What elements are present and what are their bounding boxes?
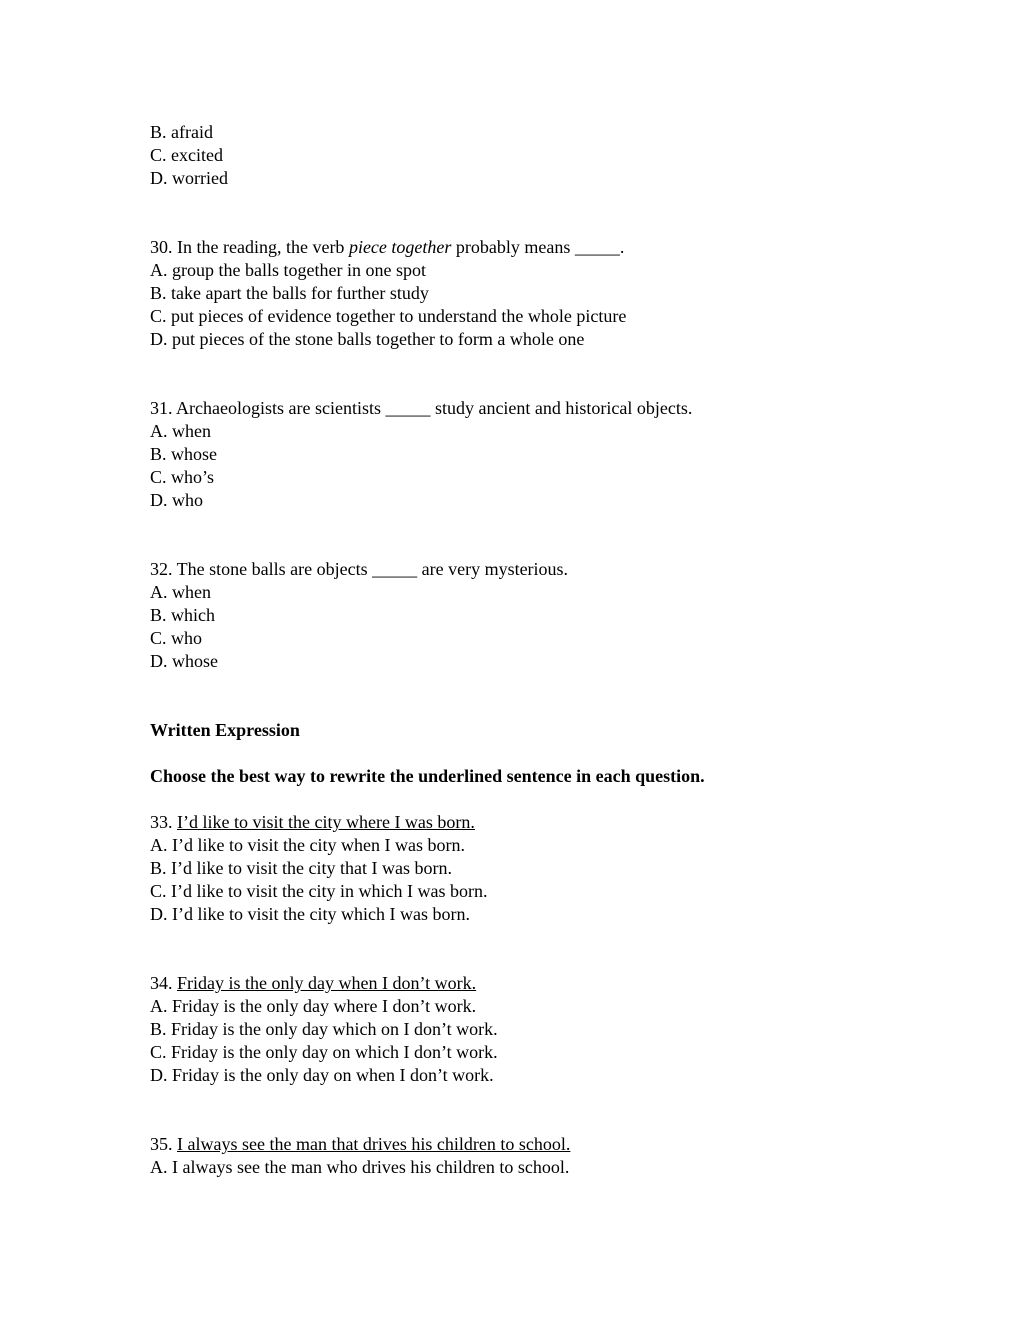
option-d: D. put pieces of the stone balls together to form a whole one <box>150 329 585 349</box>
option-d: D. worried <box>150 168 228 188</box>
question-number: 30. <box>150 237 173 257</box>
worksheet-page <box>150 121 910 1179</box>
question-32 <box>150 558 910 673</box>
question-34 <box>150 972 910 1087</box>
stem-italic-term: piece together <box>348 237 452 257</box>
option-b: B. which <box>150 605 215 625</box>
option-c: C. Friday is the only day on which I don’t work. <box>150 1042 498 1062</box>
option-a: A. I always see the man who drives his children to school. <box>150 1157 570 1177</box>
question-number: 34. <box>150 973 173 993</box>
question-33 <box>150 811 910 926</box>
option-d: D. whose <box>150 651 218 671</box>
underlined-sentence: I always see the man that drives his children to school. <box>177 1134 571 1154</box>
option-d: D. I’d like to visit the city which I was born. <box>150 904 470 924</box>
section-instruction: Choose the best way to rewrite the underlined sentence in each question. <box>150 766 705 786</box>
option-d: D. who <box>150 490 203 510</box>
question-number: 35. <box>150 1134 173 1154</box>
question-number: 33. <box>150 812 173 832</box>
stem-prefix: In the reading, the verb <box>177 237 345 257</box>
question-stem <box>150 1133 910 1156</box>
question-stem: 32. The stone balls are objects _____ are very mysterious. <box>150 559 569 579</box>
option-c: C. excited <box>150 145 223 165</box>
question-30 <box>150 236 910 351</box>
section-title: Written Expression <box>150 720 300 740</box>
option-a: A. when <box>150 582 211 602</box>
option-b: B. I’d like to visit the city that I was born. <box>150 858 452 878</box>
option-c: C. I’d like to visit the city in which I was born. <box>150 881 488 901</box>
question-29-options <box>150 121 910 190</box>
option-a: A. group the balls together in one spot <box>150 260 426 280</box>
question-stem: 31. Archaeologists are scientists _____ study ancient and historical objects. <box>150 398 693 418</box>
question-31 <box>150 397 910 512</box>
question-stem <box>150 811 910 834</box>
question-stem <box>150 972 910 995</box>
question-35 <box>150 1133 910 1179</box>
underlined-sentence: I’d like to visit the city where I was born. <box>177 812 475 832</box>
option-c: C. who’s <box>150 467 215 487</box>
option-b: B. whose <box>150 444 217 464</box>
option-d: D. Friday is the only day on when I don’t work. <box>150 1065 494 1085</box>
option-a: A. I’d like to visit the city when I was born. <box>150 835 465 855</box>
option-c: C. put pieces of evidence together to understand the whole picture <box>150 306 627 326</box>
underlined-sentence: Friday is the only day when I don’t work. <box>177 973 477 993</box>
option-c: C. who <box>150 628 203 648</box>
option-b: B. take apart the balls for further study <box>150 283 429 303</box>
option-a: A. when <box>150 421 211 441</box>
option-b: B. afraid <box>150 122 213 142</box>
option-b: B. Friday is the only day which on I don’t work. <box>150 1019 498 1039</box>
stem-suffix: probably means _____. <box>455 237 625 257</box>
question-stem <box>150 236 910 259</box>
option-a: A. Friday is the only day where I don’t work. <box>150 996 477 1016</box>
